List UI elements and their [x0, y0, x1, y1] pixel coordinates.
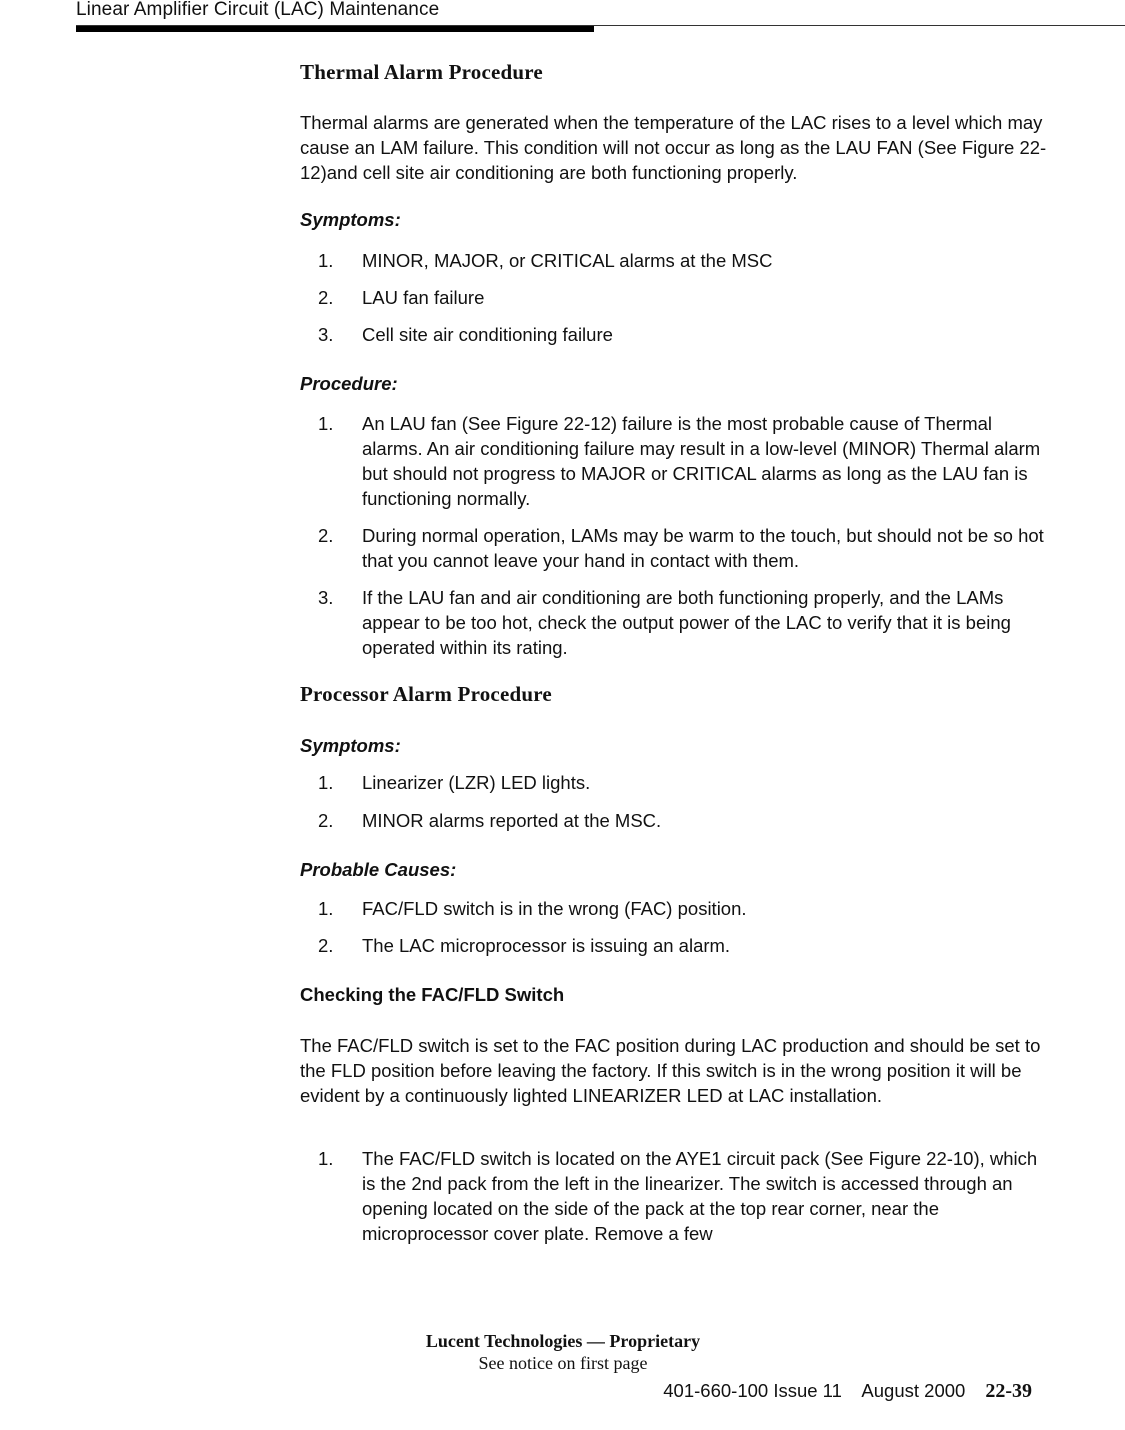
list-item [318, 248, 1048, 273]
thermal-heading: Thermal Alarm Procedure [300, 60, 543, 84]
list-item [318, 411, 1048, 511]
list-item [318, 770, 1048, 795]
list-item-number: 2. [318, 935, 334, 956]
list-item [318, 808, 1048, 833]
footer-doc-number: 401-660-100 Issue 11 August 2000 [663, 1380, 966, 1401]
list-item-text: MINOR, MAJOR, or CRITICAL alarms at the MSC [362, 250, 773, 271]
list-item [318, 322, 1048, 347]
list-item-number: 1. [318, 1148, 334, 1169]
processor-causes-label: Probable Causes: [300, 859, 457, 880]
page-number: 22-39 [985, 1380, 1032, 1402]
list-item-number: 1. [318, 772, 334, 793]
list-item-text: Cell site air conditioning failure [362, 324, 613, 345]
list-item [318, 285, 1048, 310]
list-item-number: 1. [318, 898, 334, 919]
processor-heading: Processor Alarm Procedure [300, 682, 552, 706]
thermal-procedure-label: Procedure: [300, 373, 398, 394]
running-header-title: Linear Amplifier Circuit (LAC) Maintenance [76, 0, 440, 20]
checking-heading: Checking the FAC/FLD Switch [300, 984, 565, 1005]
thermal-intro: Thermal alarms are generated when the temperature of the LAC rises to a level which may cause an LAM failure. This condition will not occur as long as the LAU FAN (See Figure 22-12)and cell site air conditioning are both functioning properly. [300, 112, 1047, 183]
list-item [318, 1146, 1048, 1246]
list-item-text: An LAU fan (See Figure 22-12) failure is the most probable cause of Thermal alarms. An air conditioning failure may result in a low-level (MINOR) Thermal alarm but should not progress to MAJOR or CRITICAL alarms as long as the LAU fan is functioning normally. [362, 413, 1041, 509]
list-item-text: LAU fan failure [362, 287, 485, 308]
list-item-text: If the LAU fan and air conditioning are both functioning properly, and the LAMs appear to be too hot, check the output power of the LAC to verify that it is being operated within its rating. [362, 587, 1011, 658]
list-item-number: 2. [318, 287, 334, 308]
checking-intro: The FAC/FLD switch is set to the FAC position during LAC production and should be set to the FLD position before leaving the factory. If this switch is in the wrong position it will be evident by a continuously lighted LINEARIZER LED at LAC installation. [300, 1035, 1041, 1106]
header-rule-thick [76, 26, 594, 32]
list-item-text: MINOR alarms reported at the MSC. [362, 810, 662, 831]
list-item [318, 933, 1048, 958]
list-item-text: The FAC/FLD switch is located on the AYE1 circuit pack (See Figure 22-10), which is the 2nd pack from the left in the linearizer. The switch is accessed through an opening located on the side of the pack at the top rear corner, near the microprocessor cover plate. Remove a few [362, 1148, 1038, 1244]
list-item-text: During normal operation, LAMs may be warm to the touch, but should not be so hot that you cannot leave your hand in contact with them. [362, 525, 1044, 571]
footer-company: Lucent Technologies — Proprietary [425, 1331, 701, 1351]
list-item-text: Linearizer (LZR) LED lights. [362, 772, 591, 793]
list-item-number: 2. [318, 810, 334, 831]
footer-doc-info [663, 1378, 1032, 1404]
list-item [318, 585, 1048, 660]
list-item-number: 3. [318, 324, 334, 345]
list-item-number: 2. [318, 525, 334, 546]
list-item [318, 523, 1048, 573]
list-item-number: 1. [318, 413, 334, 434]
list-item-number: 3. [318, 587, 334, 608]
list-item [318, 896, 1048, 921]
list-item-text: FAC/FLD switch is in the wrong (FAC) position. [362, 898, 747, 919]
footer-notice: See notice on first page [478, 1353, 648, 1373]
processor-symptoms-label: Symptoms: [300, 735, 401, 756]
list-item-number: 1. [318, 250, 334, 271]
list-item-text: The LAC microprocessor is issuing an alarm. [362, 935, 731, 956]
thermal-symptoms-label: Symptoms: [300, 209, 401, 230]
